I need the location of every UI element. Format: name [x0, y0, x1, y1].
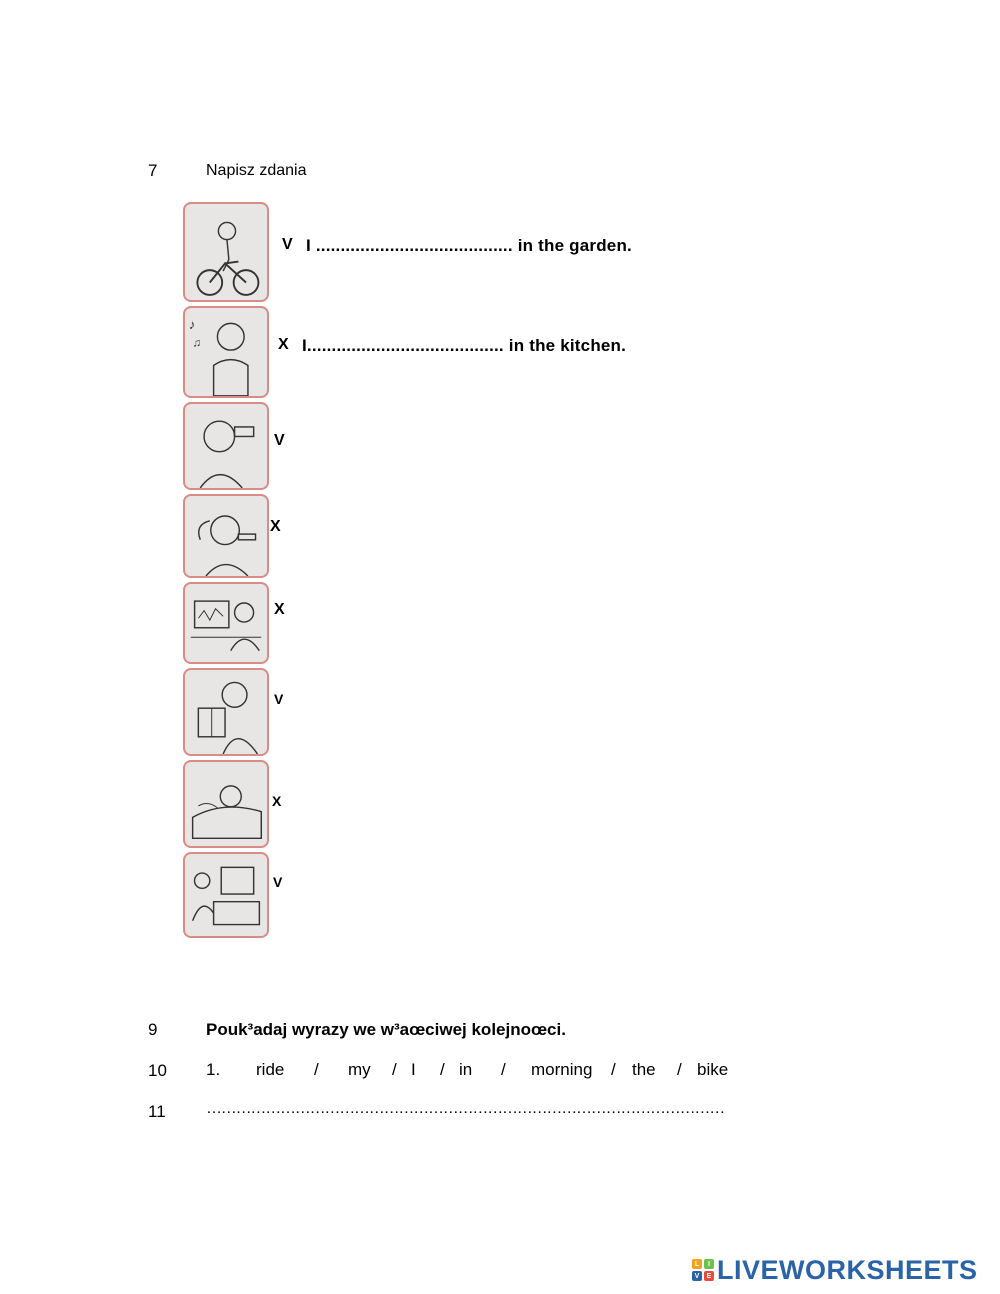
mark-4: X — [270, 518, 281, 535]
word: in — [459, 1060, 473, 1079]
liveworksheets-logo — [692, 1256, 978, 1284]
word: ride — [256, 1060, 285, 1079]
word-separator: / — [501, 1060, 506, 1079]
answer-line[interactable]: …………………………………………………………………………………………… — [206, 1100, 725, 1117]
exercise-7-instruction: Napisz zdania — [206, 162, 307, 179]
word-separator: / — [392, 1060, 397, 1079]
mark-6: V — [274, 691, 284, 707]
sleeping-picture — [183, 760, 269, 848]
mark-8: V — [273, 874, 283, 890]
word: morning — [531, 1060, 593, 1079]
drinking-boy-picture — [183, 402, 269, 490]
svg-text:♫: ♫ — [192, 337, 202, 350]
watching-tv-picture — [183, 582, 269, 664]
sentence-1[interactable]: I ........................................ in the garden. — [306, 236, 632, 255]
singing-girl-picture — [183, 306, 269, 398]
line-number-7: 7 — [148, 161, 158, 180]
word: my — [348, 1060, 371, 1079]
line-number-9: 9 — [148, 1020, 158, 1039]
mark-7: X — [272, 793, 282, 809]
word-separator: / — [611, 1060, 616, 1079]
word-separator: / — [677, 1060, 682, 1079]
logo-text: LIVEWORKSHEETS — [717, 1254, 978, 1285]
bicycle-rider-picture — [183, 202, 269, 302]
svg-text:♪: ♪ — [188, 317, 196, 333]
word-separator: / — [314, 1060, 319, 1079]
computer-picture — [183, 852, 269, 938]
mark-1: V — [282, 236, 293, 253]
mark-3: V — [274, 432, 285, 449]
logo-squares-icon: L I V E — [692, 1259, 714, 1281]
item-number: 1. — [206, 1060, 221, 1079]
line-number-10: 10 — [148, 1061, 167, 1080]
line-number-11: 11 — [148, 1102, 166, 1121]
mark-5: X — [274, 601, 285, 618]
word-separator: / — [440, 1060, 445, 1079]
sentence-2[interactable]: I........................................ in the kitchen. — [302, 336, 627, 355]
word: bike — [697, 1060, 729, 1079]
reading-book-picture — [183, 668, 269, 756]
mark-2: X — [278, 336, 289, 353]
word: I — [411, 1060, 416, 1079]
word: the — [632, 1060, 656, 1079]
exercise-9-instruction: Pouk³adaj wyrazy we w³aœciwej kolejnoœci. — [206, 1020, 566, 1039]
brushing-teeth-girl-picture — [183, 494, 269, 578]
